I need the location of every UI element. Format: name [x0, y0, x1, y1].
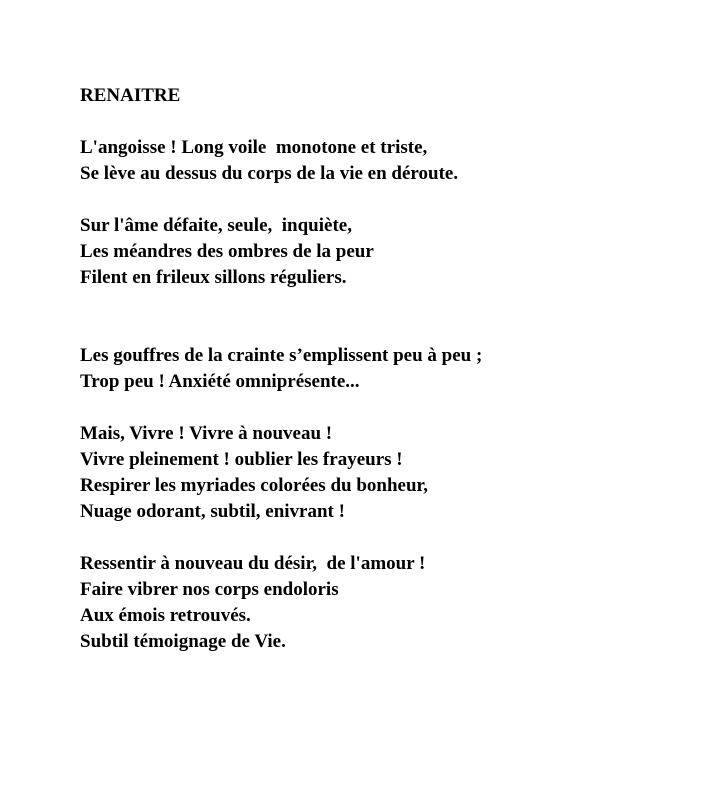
poem-line: Se lève au dessus du corps de la vie en déroute.: [80, 163, 459, 184]
poem-line: Subtil témoignage de Vie.: [80, 631, 286, 652]
poem-line: Les méandres des ombres de la peur: [80, 241, 374, 262]
poem: [80, 83, 700, 655]
stanza-5: [80, 551, 700, 655]
poem-line: Mais, Vivre ! Vivre à nouveau !: [80, 423, 333, 444]
stanza-3: [80, 343, 700, 395]
poem-line: Trop peu ! Anxiété omniprésente...: [80, 371, 360, 392]
poem-line: Nuage odorant, subtil, enivrant !: [80, 501, 345, 522]
poem-line: Vivre pleinement ! oublier les frayeurs !: [80, 449, 403, 470]
stanza-2: [80, 213, 700, 291]
poem-line: Aux émois retrouvés.: [80, 605, 251, 626]
stanza-4: [80, 421, 700, 525]
poem-line: Les gouffres de la crainte s’emplissent peu à peu ;: [80, 345, 483, 366]
poem-line: Faire vibrer nos corps endoloris: [80, 579, 339, 600]
stanza-gap: [80, 109, 700, 135]
poem-line: Filent en frileux sillons réguliers.: [80, 267, 347, 288]
poem-line: L'angoisse ! Long voile monotone et triste,: [80, 137, 428, 158]
stanza-gap: [80, 187, 700, 213]
poem-line: Ressentir à nouveau du désir, de l'amour !: [80, 553, 426, 574]
poem-line: Respirer les myriades colorées du bonheur,: [80, 475, 428, 496]
stanza-gap: [80, 525, 700, 551]
stanza-gap: [80, 395, 700, 421]
stanza-1: [80, 135, 700, 187]
poem-line: Sur l'âme défaite, seule, inquiète,: [80, 215, 352, 236]
poem-title: RENAITRE: [80, 85, 181, 106]
stanza-gap: [80, 291, 700, 343]
